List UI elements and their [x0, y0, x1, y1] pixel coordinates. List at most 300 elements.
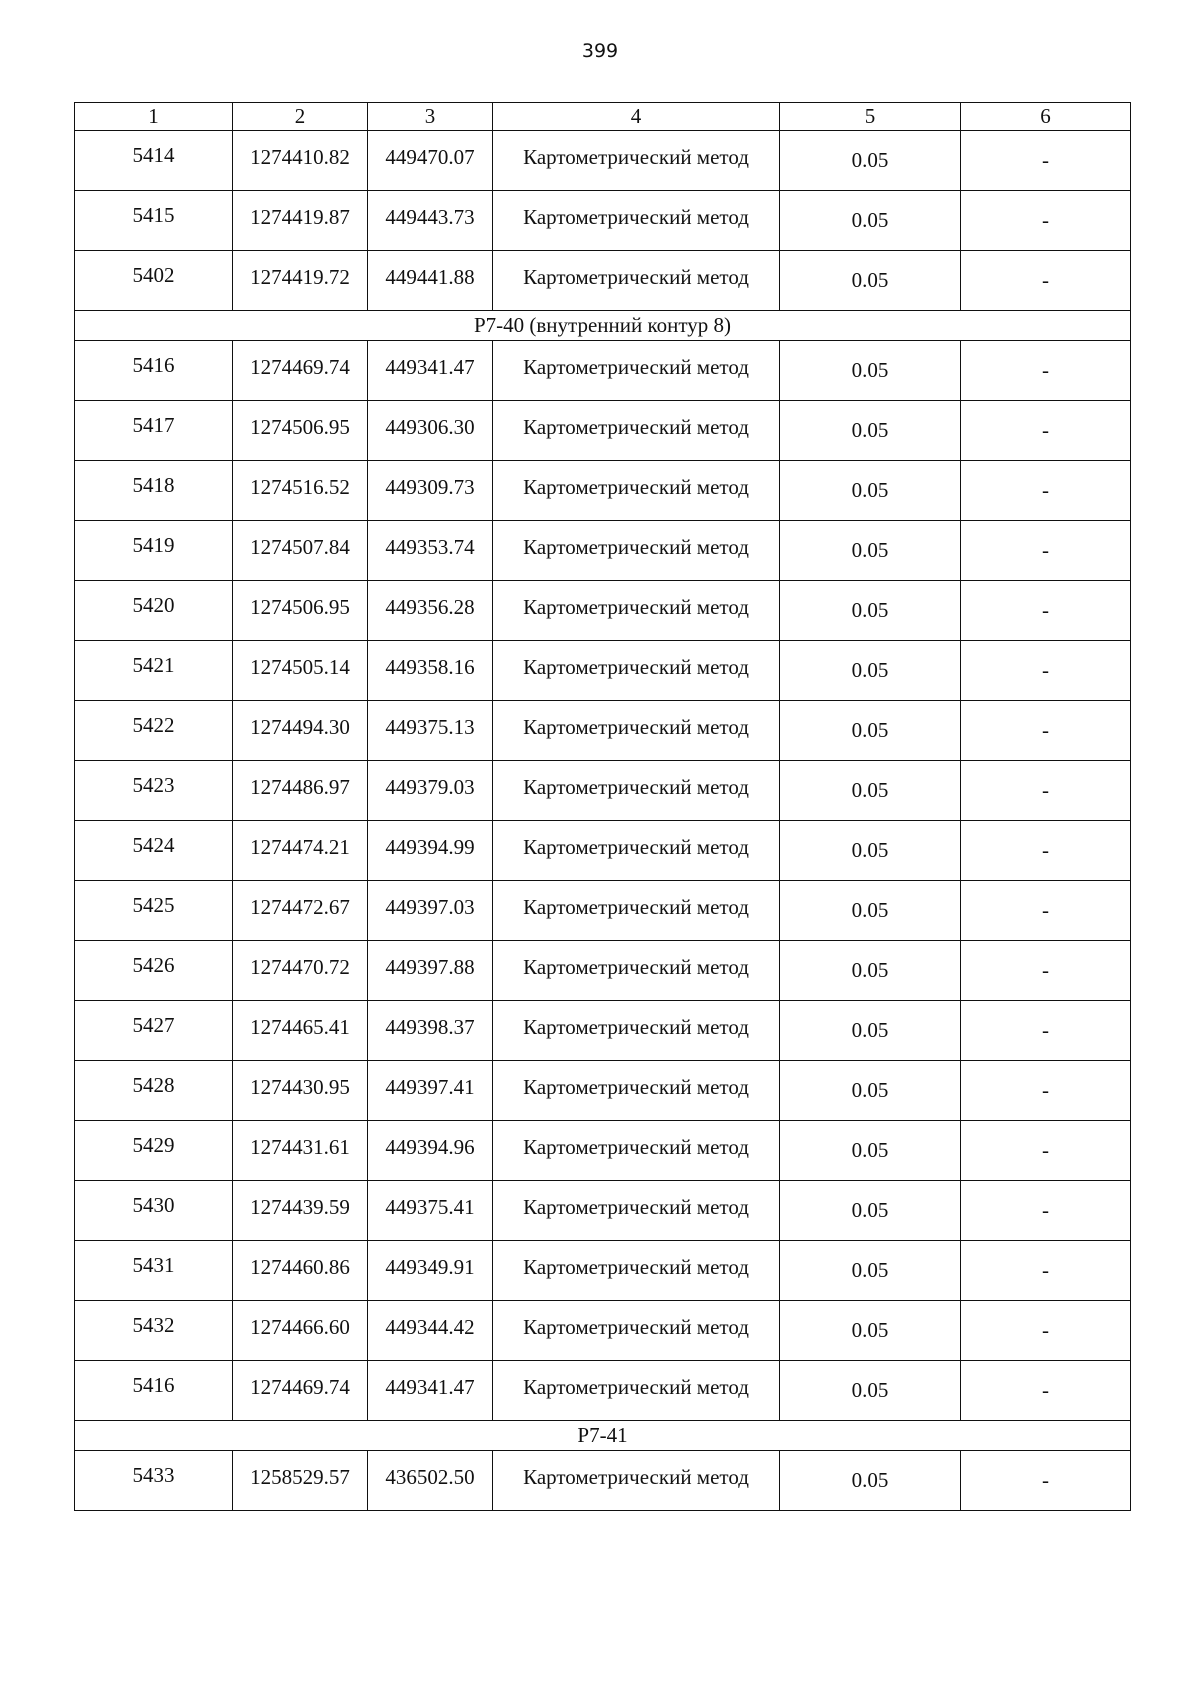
cell-value: 449397.88: [385, 955, 475, 979]
method-cell: [493, 821, 780, 881]
table-row: [75, 1181, 1131, 1241]
cell-value: 0.05: [851, 838, 889, 862]
cell-value: 0.05: [851, 1198, 889, 1222]
cell-value: 1274469.74: [250, 355, 350, 379]
x-coordinate-cell: [233, 1001, 368, 1061]
accuracy-cell: [780, 251, 961, 311]
x-coordinate-cell: [233, 1121, 368, 1181]
y-coordinate-cell: [368, 1451, 493, 1511]
cell-value: 0.05: [851, 148, 889, 172]
note-cell: [961, 1061, 1131, 1121]
accuracy-cell: [780, 521, 961, 581]
cell-value: 1274506.95: [250, 595, 350, 619]
table-row: [75, 1121, 1131, 1181]
section-title-row: [75, 1421, 1131, 1451]
cell-value: -: [1042, 658, 1049, 682]
section-title-row: [75, 311, 1131, 341]
cell-value: -: [1042, 148, 1049, 172]
method-cell: [493, 251, 780, 311]
accuracy-cell: [780, 1301, 961, 1361]
y-coordinate-cell: [368, 761, 493, 821]
note-cell: [961, 641, 1131, 701]
x-coordinate-cell: [233, 401, 368, 461]
cell-value: 1274430.95: [250, 1075, 350, 1099]
accuracy-cell: [780, 1061, 961, 1121]
y-coordinate-cell: [368, 941, 493, 1001]
cell-value: 1274494.30: [250, 715, 350, 739]
note-cell: [961, 1121, 1131, 1181]
point-number-cell: [75, 1301, 233, 1361]
cell-value: -: [1042, 898, 1049, 922]
cell-value: 5425: [132, 893, 175, 917]
column-header: 2: [233, 103, 368, 131]
method-cell: [493, 521, 780, 581]
cell-value: 449341.47: [385, 1375, 475, 1399]
header-row: [75, 103, 1131, 131]
table-row: [75, 1001, 1131, 1061]
cell-value: 1274507.84: [250, 535, 350, 559]
x-coordinate-cell: [233, 1451, 368, 1511]
x-coordinate-cell: [233, 821, 368, 881]
cell-value: Картометрический метод: [523, 715, 749, 739]
table-row: [75, 881, 1131, 941]
y-coordinate-cell: [368, 701, 493, 761]
point-number-cell: [75, 641, 233, 701]
cell-value: 0.05: [851, 1018, 889, 1042]
cell-value: Картометрический метод: [523, 1195, 749, 1219]
method-cell: [493, 1121, 780, 1181]
point-number-cell: [75, 1121, 233, 1181]
accuracy-cell: [780, 1241, 961, 1301]
coordinates-table: [74, 102, 1131, 1511]
cell-value: 449349.91: [385, 1255, 475, 1279]
cell-value: 5431: [132, 1253, 175, 1277]
y-coordinate-cell: [368, 821, 493, 881]
cell-value: 449341.47: [385, 355, 475, 379]
cell-value: Картометрический метод: [523, 475, 749, 499]
x-coordinate-cell: [233, 251, 368, 311]
point-number-cell: [75, 131, 233, 191]
cell-value: 449353.74: [385, 535, 475, 559]
cell-value: 1274474.21: [250, 835, 350, 859]
x-coordinate-cell: [233, 191, 368, 251]
y-coordinate-cell: [368, 521, 493, 581]
point-number-cell: [75, 1451, 233, 1511]
point-number-cell: [75, 251, 233, 311]
note-cell: [961, 1451, 1131, 1511]
cell-value: -: [1042, 268, 1049, 292]
cell-value: Картометрический метод: [523, 535, 749, 559]
accuracy-cell: [780, 191, 961, 251]
cell-value: Картометрический метод: [523, 415, 749, 439]
table-row: [75, 251, 1131, 311]
table-row: [75, 821, 1131, 881]
column-header: 3: [368, 103, 493, 131]
point-number-cell: [75, 461, 233, 521]
cell-value: 5428: [132, 1073, 175, 1097]
y-coordinate-cell: [368, 191, 493, 251]
cell-value: 1274470.72: [250, 955, 350, 979]
cell-value: 5432: [132, 1313, 175, 1337]
cell-value: 449394.99: [385, 835, 475, 859]
table-row: [75, 401, 1131, 461]
cell-value: Картометрический метод: [523, 1075, 749, 1099]
cell-value: 449441.88: [385, 265, 475, 289]
cell-value: -: [1042, 598, 1049, 622]
cell-value: 5416: [132, 353, 175, 377]
method-cell: [493, 401, 780, 461]
cell-value: -: [1042, 1378, 1049, 1402]
method-cell: [493, 1301, 780, 1361]
note-cell: [961, 131, 1131, 191]
table-body: [75, 103, 1131, 1511]
cell-value: 449375.13: [385, 715, 475, 739]
cell-value: -: [1042, 718, 1049, 742]
cell-value: 1274466.60: [250, 1315, 350, 1339]
cell-value: 0.05: [851, 268, 889, 292]
method-cell: [493, 1451, 780, 1511]
accuracy-cell: [780, 1001, 961, 1061]
cell-value: 5415: [132, 203, 175, 227]
cell-value: 0.05: [851, 418, 889, 442]
accuracy-cell: [780, 1121, 961, 1181]
accuracy-cell: [780, 701, 961, 761]
method-cell: [493, 641, 780, 701]
cell-value: 449344.42: [385, 1315, 475, 1339]
cell-value: -: [1042, 478, 1049, 502]
cell-value: 449398.37: [385, 1015, 475, 1039]
cell-value: Картометрический метод: [523, 1015, 749, 1039]
table-row: [75, 131, 1131, 191]
cell-value: -: [1042, 418, 1049, 442]
cell-value: -: [1042, 778, 1049, 802]
cell-value: 5414: [132, 143, 175, 167]
cell-value: 0.05: [851, 538, 889, 562]
cell-value: 5418: [132, 473, 175, 497]
y-coordinate-cell: [368, 1361, 493, 1421]
cell-value: Картометрический метод: [523, 265, 749, 289]
cell-value: -: [1042, 1318, 1049, 1342]
point-number-cell: [75, 1361, 233, 1421]
y-coordinate-cell: [368, 881, 493, 941]
note-cell: [961, 251, 1131, 311]
cell-value: 0.05: [851, 658, 889, 682]
y-coordinate-cell: [368, 461, 493, 521]
y-coordinate-cell: [368, 1121, 493, 1181]
note-cell: [961, 1301, 1131, 1361]
accuracy-cell: [780, 1451, 961, 1511]
method-cell: [493, 701, 780, 761]
cell-value: 5422: [132, 713, 175, 737]
page-number: 399: [581, 40, 619, 62]
x-coordinate-cell: [233, 761, 368, 821]
table-row: [75, 1301, 1131, 1361]
cell-value: 1274439.59: [250, 1195, 350, 1219]
cell-value: 436502.50: [385, 1465, 475, 1489]
cell-value: 1274460.86: [250, 1255, 350, 1279]
y-coordinate-cell: [368, 341, 493, 401]
y-coordinate-cell: [368, 581, 493, 641]
accuracy-cell: [780, 761, 961, 821]
cell-value: 1274469.74: [250, 1375, 350, 1399]
cell-value: 0.05: [851, 778, 889, 802]
cell-value: 449309.73: [385, 475, 475, 499]
table-row: [75, 341, 1131, 401]
method-cell: [493, 131, 780, 191]
cell-value: 0.05: [851, 898, 889, 922]
table-row: [75, 191, 1131, 251]
cell-value: 0.05: [851, 208, 889, 232]
x-coordinate-cell: [233, 941, 368, 1001]
x-coordinate-cell: [233, 1301, 368, 1361]
cell-value: 5402: [132, 263, 175, 287]
method-cell: [493, 341, 780, 401]
cell-value: Картометрический метод: [523, 835, 749, 859]
x-coordinate-cell: [233, 1061, 368, 1121]
x-coordinate-cell: [233, 461, 368, 521]
y-coordinate-cell: [368, 131, 493, 191]
x-coordinate-cell: [233, 1241, 368, 1301]
cell-value: 449306.30: [385, 415, 475, 439]
table-row: [75, 1451, 1131, 1511]
column-header: 4: [493, 103, 780, 131]
cell-value: -: [1042, 1018, 1049, 1042]
method-cell: [493, 761, 780, 821]
cell-value: 1274505.14: [250, 655, 350, 679]
note-cell: [961, 761, 1131, 821]
point-number-cell: [75, 881, 233, 941]
cell-value: Картометрический метод: [523, 895, 749, 919]
cell-value: 1274410.82: [250, 145, 350, 169]
accuracy-cell: [780, 641, 961, 701]
cell-value: 1274506.95: [250, 415, 350, 439]
cell-value: 5423: [132, 773, 175, 797]
cell-value: -: [1042, 358, 1049, 382]
cell-value: Картометрический метод: [523, 1465, 749, 1489]
cell-value: 449394.96: [385, 1135, 475, 1159]
method-cell: [493, 941, 780, 1001]
note-cell: [961, 941, 1131, 1001]
cell-value: Картометрический метод: [523, 775, 749, 799]
note-cell: [961, 401, 1131, 461]
cell-value: 0.05: [851, 1378, 889, 1402]
point-number-cell: [75, 701, 233, 761]
x-coordinate-cell: [233, 701, 368, 761]
x-coordinate-cell: [233, 581, 368, 641]
cell-value: -: [1042, 838, 1049, 862]
cell-value: Картометрический метод: [523, 655, 749, 679]
cell-value: 5416: [132, 1373, 175, 1397]
y-coordinate-cell: [368, 401, 493, 461]
method-cell: [493, 191, 780, 251]
y-coordinate-cell: [368, 251, 493, 311]
cell-value: 449443.73: [385, 205, 475, 229]
column-header: 5: [780, 103, 961, 131]
cell-value: -: [1042, 1138, 1049, 1162]
y-coordinate-cell: [368, 1001, 493, 1061]
table-row: [75, 761, 1131, 821]
accuracy-cell: [780, 581, 961, 641]
cell-value: -: [1042, 1198, 1049, 1222]
method-cell: [493, 881, 780, 941]
x-coordinate-cell: [233, 1181, 368, 1241]
method-cell: [493, 1361, 780, 1421]
cell-value: Картометрический метод: [523, 205, 749, 229]
cell-value: 0.05: [851, 1318, 889, 1342]
y-coordinate-cell: [368, 1181, 493, 1241]
section-title: Р7-41: [75, 1421, 1131, 1451]
cell-value: 5430: [132, 1193, 175, 1217]
cell-value: 0.05: [851, 1468, 889, 1492]
accuracy-cell: [780, 461, 961, 521]
x-coordinate-cell: [233, 131, 368, 191]
cell-value: 449375.41: [385, 1195, 475, 1219]
accuracy-cell: [780, 881, 961, 941]
point-number-cell: [75, 761, 233, 821]
note-cell: [961, 341, 1131, 401]
method-cell: [493, 1181, 780, 1241]
accuracy-cell: [780, 1181, 961, 1241]
point-number-cell: [75, 1181, 233, 1241]
cell-value: 0.05: [851, 1258, 889, 1282]
cell-value: Картометрический метод: [523, 145, 749, 169]
cell-value: 5426: [132, 953, 175, 977]
cell-value: 5419: [132, 533, 175, 557]
note-cell: [961, 881, 1131, 941]
accuracy-cell: [780, 401, 961, 461]
cell-value: 449397.03: [385, 895, 475, 919]
cell-value: Картометрический метод: [523, 1135, 749, 1159]
x-coordinate-cell: [233, 521, 368, 581]
accuracy-cell: [780, 1361, 961, 1421]
cell-value: 449356.28: [385, 595, 475, 619]
cell-value: Картометрический метод: [523, 595, 749, 619]
cell-value: -: [1042, 208, 1049, 232]
table-row: [75, 581, 1131, 641]
y-coordinate-cell: [368, 1241, 493, 1301]
cell-value: 5427: [132, 1013, 175, 1037]
cell-value: 0.05: [851, 958, 889, 982]
section-title: Р7-40 (внутренний контур 8): [75, 311, 1131, 341]
method-cell: [493, 581, 780, 641]
cell-value: -: [1042, 1468, 1049, 1492]
cell-value: 0.05: [851, 598, 889, 622]
point-number-cell: [75, 401, 233, 461]
cell-value: 5420: [132, 593, 175, 617]
table-row: [75, 641, 1131, 701]
point-number-cell: [75, 1061, 233, 1121]
cell-value: 1274472.67: [250, 895, 350, 919]
cell-value: 449379.03: [385, 775, 475, 799]
method-cell: [493, 1061, 780, 1121]
point-number-cell: [75, 521, 233, 581]
point-number-cell: [75, 1241, 233, 1301]
x-coordinate-cell: [233, 1361, 368, 1421]
cell-value: 449470.07: [385, 145, 475, 169]
column-header: 1: [75, 103, 233, 131]
cell-value: -: [1042, 958, 1049, 982]
x-coordinate-cell: [233, 341, 368, 401]
cell-value: 1274486.97: [250, 775, 350, 799]
cell-value: 5424: [132, 833, 175, 857]
y-coordinate-cell: [368, 1301, 493, 1361]
cell-value: 0.05: [851, 358, 889, 382]
cell-value: 0.05: [851, 478, 889, 502]
cell-value: -: [1042, 1258, 1049, 1282]
accuracy-cell: [780, 941, 961, 1001]
cell-value: 1274431.61: [250, 1135, 350, 1159]
point-number-cell: [75, 941, 233, 1001]
method-cell: [493, 461, 780, 521]
table-row: [75, 1061, 1131, 1121]
cell-value: 1258529.57: [250, 1465, 350, 1489]
cell-value: Картометрический метод: [523, 1315, 749, 1339]
cell-value: -: [1042, 538, 1049, 562]
x-coordinate-cell: [233, 881, 368, 941]
note-cell: [961, 461, 1131, 521]
table-row: [75, 1361, 1131, 1421]
column-header: 6: [961, 103, 1131, 131]
cell-value: 0.05: [851, 1138, 889, 1162]
x-coordinate-cell: [233, 641, 368, 701]
cell-value: Картометрический метод: [523, 1255, 749, 1279]
cell-value: 0.05: [851, 1078, 889, 1102]
cell-value: 1274419.72: [250, 265, 350, 289]
accuracy-cell: [780, 131, 961, 191]
method-cell: [493, 1241, 780, 1301]
cell-value: 449358.16: [385, 655, 475, 679]
cell-value: 5433: [132, 1463, 175, 1487]
cell-value: 5417: [132, 413, 175, 437]
accuracy-cell: [780, 821, 961, 881]
table-row: [75, 1241, 1131, 1301]
cell-value: 5421: [132, 653, 175, 677]
note-cell: [961, 701, 1131, 761]
table-row: [75, 701, 1131, 761]
point-number-cell: [75, 821, 233, 881]
cell-value: 1274419.87: [250, 205, 350, 229]
cell-value: 5429: [132, 1133, 175, 1157]
cell-value: Картометрический метод: [523, 955, 749, 979]
note-cell: [961, 191, 1131, 251]
point-number-cell: [75, 191, 233, 251]
method-cell: [493, 1001, 780, 1061]
table-row: [75, 521, 1131, 581]
note-cell: [961, 1001, 1131, 1061]
note-cell: [961, 581, 1131, 641]
cell-value: 1274465.41: [250, 1015, 350, 1039]
point-number-cell: [75, 341, 233, 401]
cell-value: 0.05: [851, 718, 889, 742]
note-cell: [961, 1181, 1131, 1241]
point-number-cell: [75, 581, 233, 641]
point-number-cell: [75, 1001, 233, 1061]
y-coordinate-cell: [368, 641, 493, 701]
cell-value: Картометрический метод: [523, 355, 749, 379]
cell-value: 1274516.52: [250, 475, 350, 499]
note-cell: [961, 521, 1131, 581]
note-cell: [961, 1361, 1131, 1421]
note-cell: [961, 821, 1131, 881]
table-row: [75, 941, 1131, 1001]
table-row: [75, 461, 1131, 521]
cell-value: Картометрический метод: [523, 1375, 749, 1399]
y-coordinate-cell: [368, 1061, 493, 1121]
note-cell: [961, 1241, 1131, 1301]
cell-value: 449397.41: [385, 1075, 475, 1099]
cell-value: -: [1042, 1078, 1049, 1102]
accuracy-cell: [780, 341, 961, 401]
